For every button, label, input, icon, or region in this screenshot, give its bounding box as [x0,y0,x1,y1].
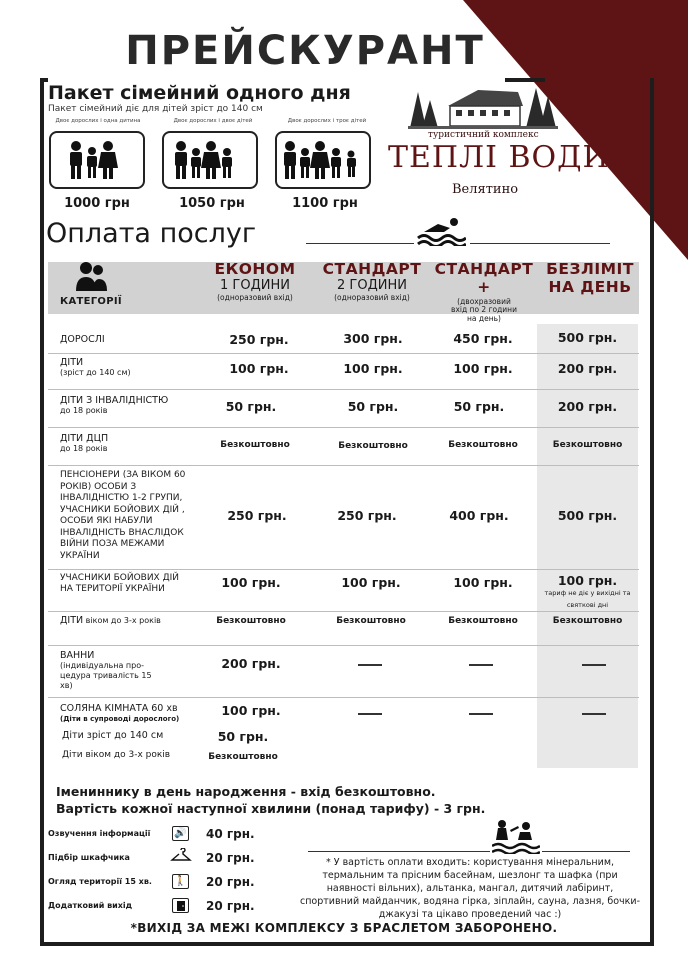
price-cell: Безкоштовно [208,752,278,762]
price-cell: 450 грн. [453,331,513,346]
service-label: Підбір шкафчика [48,853,130,862]
service-label: Огляд території 15 хв. [48,877,152,886]
price-cell: 50 грн. [217,729,269,744]
price-cell: Безкоштовно [216,616,286,626]
row-category: ДОРОСЛІ [60,334,105,345]
row-category [60,650,160,690]
payment-line-left [306,243,414,244]
service-price: 20 грн. [206,899,255,913]
price-value: 100 грн. [557,573,618,588]
price-cell: 200 грн. [557,361,618,376]
price-cell: Безкоштовно [336,616,406,626]
dash [358,664,382,666]
col-head-standard-plus [428,261,540,324]
page-title: ПРЕЙСКУРАНТ [125,28,485,74]
service-price: 20 грн. [206,851,255,865]
row-category-sub: Діти зріст до 140 см [62,730,164,741]
logo-name: ТЕПЛІ ВОДИ [388,140,610,175]
col-head-econom [200,261,310,302]
price-cell: 100 грн. [221,575,281,590]
logo-illustration [408,82,558,134]
price-cell: Безкоштовно [552,616,623,626]
col-head-note: (одноразовий вхід) [217,292,293,302]
price-cell: Безкоштовно [448,616,518,626]
dash [469,664,493,666]
col-head-title: БЕЗЛІМІТ НА ДЕНЬ [546,260,634,296]
hanger-icon [170,848,192,868]
package-subtitle: Пакет сімейний діє для дітей зріст до 140 см [48,104,263,114]
price-cell: 50 грн. [225,399,277,414]
row-category: СОЛЯНА КІМНАТА 60 хв [60,703,178,714]
door-icon [172,898,189,913]
row-category-main: ДІТИ З ІНВАЛІДНІСТЮ [60,395,169,406]
row-category [60,615,170,626]
price-cell: 500 грн. [557,330,618,345]
price-cell: 100 грн. [341,575,401,590]
family-3-icon [49,131,145,189]
dash [582,664,606,666]
row-category [60,433,108,454]
row-category-main: ДІТИ [60,615,84,626]
included-text: * У вартість оплати входить: користування мінеральним, термальним та прісним басейнам, шезлонг та шафка (при наявності вільних), альтанка, мангал, дитячий лабіринт, спортивний майданчик, водяна гірка, зіплайн, сауна, лазня, бочки-джакузі та цікаво проведений час :) [300,857,640,920]
price-cell: 200 грн. [557,399,618,414]
person-icon: 🚶 [172,874,189,889]
col-head-note: (двохразовий вхід по 2 години на день) [451,296,517,323]
col-head-title: ЕКОНОМ [214,260,296,278]
package-desc-1: Двоє дорослих і одна дитина [55,118,141,124]
price-cell: 100 грн. [453,361,513,376]
service-price: 40 грн. [206,827,255,841]
row-category-suffix: віком до 3-х років [83,616,161,625]
speaker-icon: 🔊 [172,826,189,841]
row-category-sub: Діти віком до 3-х років [62,750,171,760]
category-label: КАТЕГОРІЇ [60,296,122,307]
service-price: 20 грн. [206,875,255,889]
row-category-sub: (індивідуальна про-цедура тривалість 15 хв) [60,661,152,690]
package-price-1: 1000 грн [64,196,130,211]
price-cell: 100 грн. [343,361,403,376]
exit-warning: *ВИХІД ЗА МЕЖІ КОМПЛЕКСУ З БРАСЛЕТОМ ЗАБОРОНЕНО. [130,921,558,935]
price-cell: 250 грн. [337,508,397,523]
package-desc-2: Двоє дорослих і двоє дітей [173,118,253,124]
price-cell: Безкоштовно [552,440,623,450]
package-desc-3: Двоє дорослих і троє дітей [287,118,367,124]
row-category-main: ДІТИ ДЦП [60,433,109,444]
payment-title: Оплата послуг [46,218,257,249]
package-title: Пакет сімейний одного дня [48,82,351,104]
payment-line-right [470,243,610,244]
row-category [60,357,131,378]
service-label: Озвучення інформації [48,829,151,838]
frame-top-left [40,78,48,82]
price-cell: Безкоштовно [448,440,518,450]
row-category-main: ВАННИ [60,650,95,661]
row-category-sub: до 18 років [60,444,108,454]
col-head-title: СТАНДАРТ [322,260,422,278]
dash [582,713,606,715]
package-price-2: 1050 грн [179,196,245,211]
row-category [60,395,168,416]
row-category-note: (Діти в супроводі дорослого) [60,715,180,723]
birthday-line-1: Імениннику в день народження - вхід безкоштовно. [56,784,436,799]
price-cell: 200 грн. [221,656,281,671]
price-cell: 50 грн. [347,399,399,414]
row-category-sub: до 18 років [60,406,108,416]
family-4-icon [162,131,258,189]
col-head-unlimited [544,261,636,297]
price-cell: Безкоштовно [220,440,290,450]
price-cell: 100 грн. [229,361,289,376]
col-head-note: (одноразовий вхід) [334,292,410,302]
price-cell: 100 грн. [453,575,513,590]
price-cell: 500 грн. [557,508,618,523]
package-price-3: 1100 грн [292,196,358,211]
price-cell: 300 грн. [343,331,403,346]
included-line-left [308,851,490,852]
row-category-main: ДІТИ [60,357,84,368]
logo-town: Велятино [452,182,519,197]
col-head-sub: 1 ГОДИНИ [220,277,290,293]
price-cell: Безкоштовно [338,441,408,451]
kids-water-icon [492,818,540,858]
people-icon [74,261,108,297]
service-label: Додатковий вихід [48,901,133,910]
row-category-sub: (зріст до 140 см) [60,368,131,378]
price-cell: 50 грн. [453,399,505,414]
price-cell: 250 грн. [229,332,289,347]
row-category: ПЕНСІОНЕРИ (ЗА ВІКОМ 60 РОКІВ) ОСОБИ З ІНВАЛІДНІСТЮ 1-2 ГРУПИ, УЧАСНИКИ БОЙОВИХ ДІЙ , ОСОБИ ЯКІ НАБУЛИ ІНВАЛІДНІСТЬ ВНАСЛІДОК ВІЙНИ ПОЗА МЕЖАМИ УКРАЇНИ [60,470,186,561]
logo-subtitle: туристичний комплекс [428,130,539,140]
family-5-icon [275,131,371,189]
price-cell: 250 грн. [227,508,287,523]
col-head-standard [316,261,428,302]
weekday-note: тариф не діє у вихідні та святкові дні [544,589,631,609]
dash [469,713,493,715]
birthday-line-2: Вартість кожної наступної хвилини (понад тарифу) - 3 грн. [56,801,486,816]
price-cell: 400 грн. [449,508,509,523]
price-cell-unlimited [537,575,638,611]
price-cell: 100 грн. [221,703,281,718]
col-head-title: СТАНДАРТ + [434,260,534,296]
row-category: УЧАСНИКИ БОЙОВИХ ДІЙ НА ТЕРИТОРІЇ УКРАЇНИ [60,573,180,594]
birthday-note [56,783,485,817]
included-line-right [542,851,630,852]
dash [358,713,382,715]
swimmer-icon [416,214,466,250]
col-head-sub: 2 ГОДИНИ [337,277,407,293]
